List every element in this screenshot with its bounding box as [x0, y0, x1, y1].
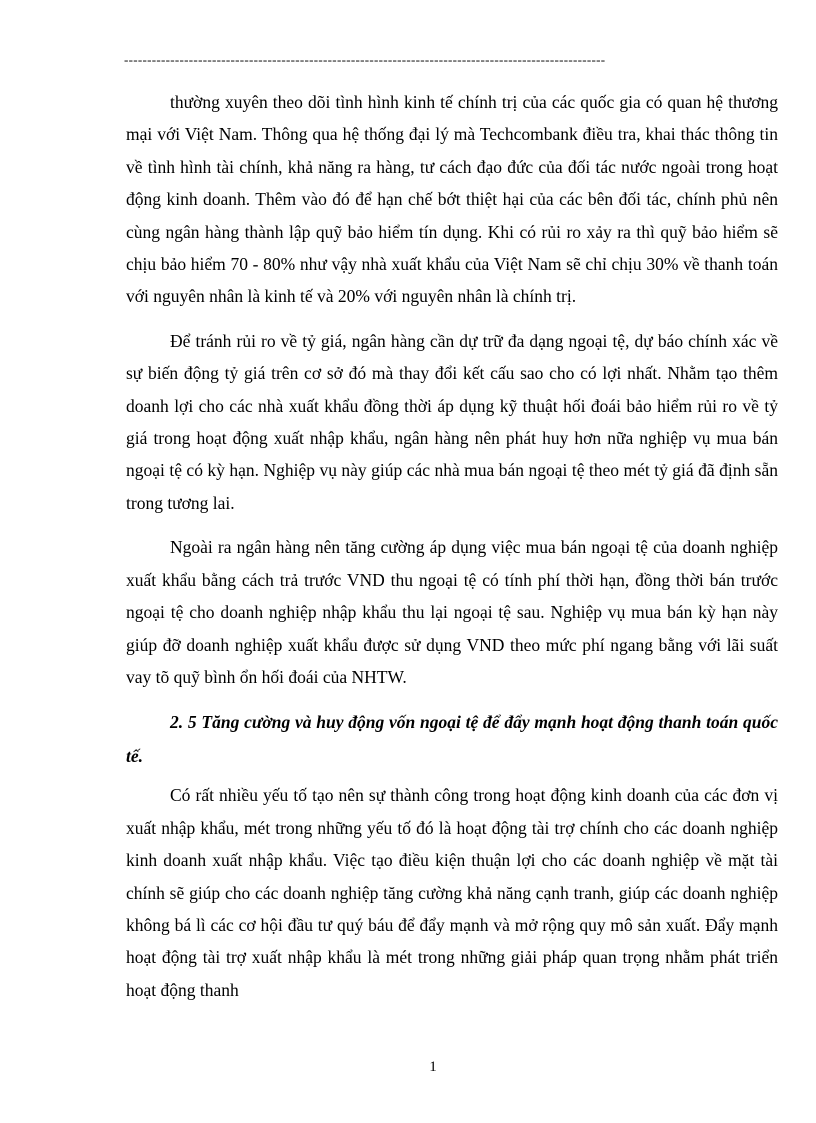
paragraph-exchange-rate-risk: Để tránh rủi ro về tỷ giá, ngân hàng cần dự trữ đa dạng ngoại tệ, dự báo chính xác về sự biến động tỷ giá trên cơ sở đó mà thay đổi kết cấu sao cho có lợi nhất. Nhằm tạo thêm doanh lợi cho các nhà xuất khẩu đồng thời áp dụng kỹ thuật hối đoái bảo hiểm rủi ro về tỷ giá trong hoạt động xuất nhập khẩu, ngân hàng nên phát huy hơn nữa nghiệp vụ mua bán ngoại tệ có kỳ hạn. Nghiệp vụ này giúp các nhà mua bán ngoại tệ theo mét tỷ giá đã định sẵn trong tương lai. — [126, 330, 778, 513]
paragraph-financing: Có rất nhiều yếu tố tạo nên sự thành công trong hoạt động kinh doanh của các đơn vị xuất nhập khẩu, mét trong những yếu tố đó là hoạt động tài trợ chính cho các doanh nghiệp kinh doanh xuất nhập khẩu. Việc tạo điều kiện thuận lợi cho các doanh nghiệp về mặt tài chính sẽ giúp cho các doanh nghiệp tăng cường khả năng cạnh tranh, giúp các doanh nghiệp không bá lì các cơ hội đầu tư quý báu để đẩy mạnh và mở rộng quy mô sản xuất. Đẩy mạnh hoạt động tài trợ xuất nhập khẩu là mét trong những giải pháp quan trọng nhằm phát triển hoạt động thanh — [126, 785, 778, 1000]
section-heading: 2. 5 Tăng cường và huy động vốn ngoại tệ để đẩy mạnh hoạt động thanh toán quốc tế. — [126, 712, 778, 767]
document-body — [126, 86, 778, 1018]
page-number: 1 — [429, 1059, 437, 1075]
header-divider: -------------------------------------------------------------------------------------------------------- — [124, 52, 606, 67]
paragraph-forward-trading: Ngoài ra ngân hàng nên tăng cường áp dụng việc mua bán ngoại tệ của doanh nghiệp xuất khẩu bằng cách trả trước VND thu ngoại tệ có tính phí thời hạn, đồng thời bán trước ngoại tệ cho doanh nghiệp nhập khẩu thu lại ngoại tệ sau. Nghiệp vụ mua bán kỳ hạn này giúp đỡ doanh nghiệp xuất khẩu được sử dụng VND theo mức phí ngang bằng với lãi suất vay tõ quỹ bình ổn hối đoái của NHTW. — [126, 537, 778, 687]
paragraph-credit-insurance: thường xuyên theo dõi tình hình kinh tế chính trị của các quốc gia có quan hệ thương mại với Việt Nam. Thông qua hệ thống đại lý mà Techcombank điều tra, khai thác thông tin về tình hình tài chính, khả năng ra hàng, tư cách đạo đức của đối tác nước ngoài trong hoạt động kinh doanh. Thêm vào đó để hạn chế bớt thiệt hại của các bên đối tác, chính phủ nên cùng ngân hàng thành lập quỹ bảo hiểm tín dụng. Khi có rủi ro xảy ra thì quỹ bảo hiểm sẽ chịu bảo hiểm 70 - 80% như vậy nhà xuất khẩu của Việt Nam sẽ chỉ chịu 30% về thanh toán với nguyên nhân là kinh tế và 20% với nguyên nhân là chính trị. — [126, 92, 778, 307]
